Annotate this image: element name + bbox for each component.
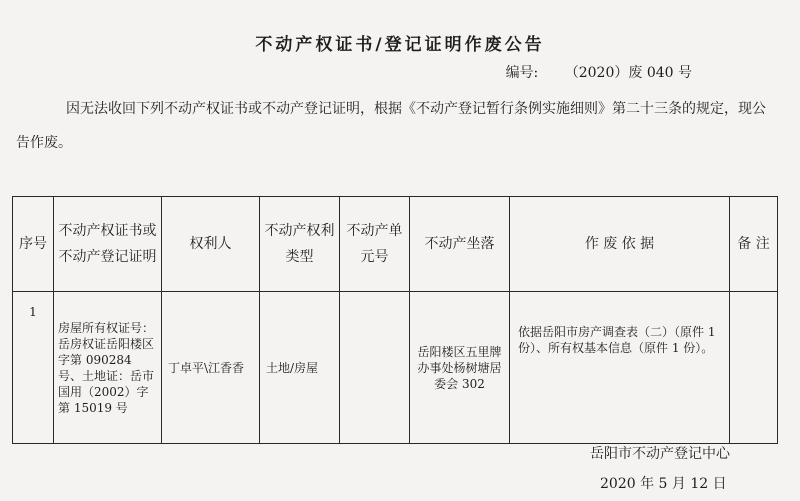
header-holder: 权利人 [162,197,260,292]
cell-location: 岳阳楼区五里牌办事处杨树塘居委会 302 [410,292,510,444]
header-certificate: 不动产权证书或不动产登记证明 [54,197,162,292]
header-basis: 作 废 依 据 [510,197,730,292]
header-location: 不动产坐落 [410,197,510,292]
cell-right-type: 土地/房屋 [260,292,340,444]
cell-seq: 1 [13,292,54,444]
table-row [13,292,778,444]
header-right-type: 不动产权利类型 [260,197,340,292]
document-number-value: （2020）废 040 号 [564,65,692,81]
document-number-label: 编号: [505,65,539,81]
header-seq: 序号 [13,197,54,292]
header-remark: 备 注 [730,197,778,292]
cell-holder: 丁卓平\江香香 [162,292,260,444]
header-unit-no: 不动产单元号 [340,197,410,292]
document-title: 不动产权证书/登记证明作废公告 [255,35,545,55]
cell-unit-no [340,292,410,444]
cell-basis: 依据岳阳市房产调查表（二）（原件 1 份）、所有权基本信息（原件 1 份）。 [510,292,730,444]
intro-paragraph: 因无法收回下列不动产权证书或不动产登记证明，根据《不动产登记暂行条例实施细则》第二十三条的规定，现公告作废。 [16,101,766,151]
cell-remark [730,292,778,444]
table-header-row [13,197,778,292]
cell-certificate: 房屋所有权证号：岳房权证岳阳楼区字第 090284 号、土地证：岳市国用（2002）字第 15019 号 [54,292,162,444]
void-certificate-table [12,196,778,444]
issue-date: 2020 年 5 月 12 日 [600,476,727,492]
document-number [506,62,692,82]
issuer-name: 岳阳市不动产登记中心 [590,446,730,462]
